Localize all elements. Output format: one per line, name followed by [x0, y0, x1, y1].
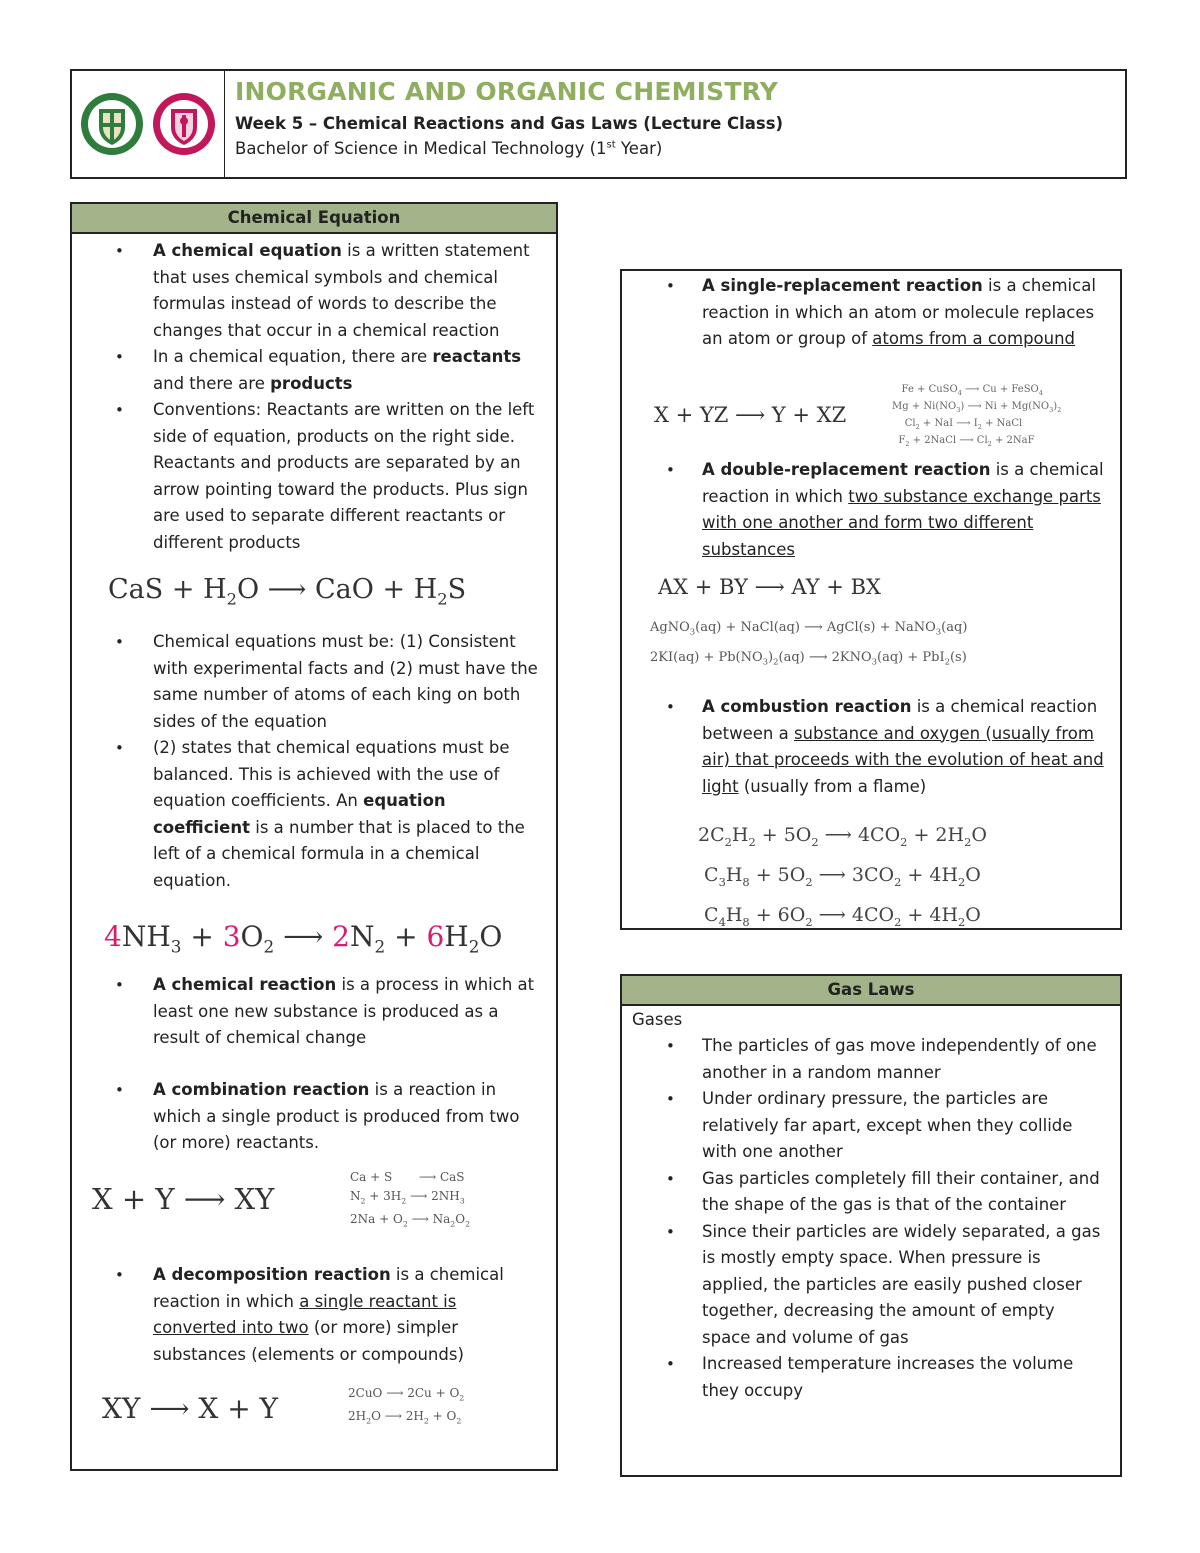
bullet-list-5: [72, 1262, 556, 1368]
program-line: Bachelor of Science in Medical Technology (1st Year): [235, 139, 663, 158]
bullet-equations-must-be: • Chemical equations must be: (1) Consistent with experimental facts and (2) must have the same number of atoms of each king on both sides of the equation: [72, 629, 556, 735]
equation-decomposition-general: XY ⟶ X + Y: [102, 1392, 279, 1425]
bullet-reactants-products: • In a chemical equation, there are reactants and there are products: [72, 344, 556, 397]
equation-combination-general: X + Y ⟶ XY: [92, 1182, 275, 1216]
gas-bullet: • Gas particles completely fill their container, and the shape of the gas is that of the container: [622, 1166, 1120, 1219]
header-text: [225, 71, 783, 177]
school-seal-pink-icon: [151, 91, 217, 157]
equation-single-replacement-general: X + YZ ⟶ Y + XZ: [654, 403, 847, 427]
week-title: Week 5 – Chemical Reactions and Gas Laws (Lecture Class): [235, 114, 784, 133]
bullet-single-replacement: • A single-replacement reaction is a chemical reaction in which an atom or molecule replaces an atom or group of atoms from a compound: [622, 273, 1120, 353]
bullet-list-single-replacement: [622, 273, 1120, 353]
bullet-list-double-replacement: [622, 457, 1120, 563]
bullet-list-3: [72, 972, 556, 1052]
bullet-list-4: [72, 1077, 556, 1157]
combination-examples: Ca + S ⟶ CaS $N_2 + 3H_2$ ⟶ $2NH_3$ $2Na + O_2$ ⟶ $Na_2O_2$: [350, 1170, 471, 1229]
single-replacement-examples: Fe + CuSO$_4$ ⟶ Cu + FeSO$_4$ $Mg + Ni(NO_3)$ ⟶ $Ni + Mg(NO_3)_2$ $Cl_2$ + NaI ⟶ $I_2$ + NaCl $F_2$ + 2NaCl ⟶ $Cl_2 + 2NaF$: [892, 384, 1062, 448]
bullet-conventions: • Conventions: Reactants are written on the left side of equation, products on the right side. Reactants and products are separated by an arrow pointing toward the products. Plus sign are used to separate different reactants or different products: [72, 397, 556, 556]
school-seal-green-icon: [79, 91, 145, 157]
course-title: INORGANIC AND ORGANIC CHEMISTRY: [235, 77, 779, 106]
gas-bullets: [622, 1033, 1120, 1404]
decomposition-examples: 2CuO ⟶ $2Cu + O_2$ $2H_2O$ ⟶ $2H_2 + O_2$: [348, 1386, 465, 1426]
gas-bullet: • Under ordinary pressure, the particles are relatively far apart, except when they collide with one another: [622, 1086, 1120, 1166]
bullet-double-replacement: • A double-replacement reaction is a chemical reaction in which two substance exchange parts with one another and form two different substances: [622, 457, 1120, 563]
chemical-equation-box: [70, 202, 558, 1471]
combustion-examples: $2C_2H_2 + 5O_2$ ⟶ $4CO_2 + 2H_2O$ $C_3H_8 + 5O_2$ ⟶ $3CO_2 + 4H_2O$ $C_4H_8 + 6O_2$ ⟶ $4CO_2 + 4H_2O$: [698, 824, 987, 929]
equation-cas-h2o: CaS + $H_2O$ ⟶ CaO + $H_2S$: [108, 574, 467, 609]
bullet-combination-reaction: • A combination reaction is a reaction in which a single product is produced from two (or more) reactants.: [72, 1077, 556, 1157]
gas-laws-heading: Gas Laws: [622, 976, 1120, 1006]
equation-nh3-o2: $4NH_3 + 3O_2$ ⟶ $2N_2 + 6H_2O$: [104, 920, 503, 957]
equation-double-replacement-general: AX + BY ⟶ AY + BX: [658, 575, 881, 599]
bullet-decomposition-reaction: • A decomposition reaction is a chemical reaction in which a single reactant is converted into two (or more) simpler substances (elements or compounds): [72, 1262, 556, 1368]
bullet-list-combustion: [622, 694, 1120, 800]
gases-subheading: Gases: [632, 1010, 683, 1029]
bullet-balanced: • (2) states that chemical equations must be balanced. This is achieved with the use of equation coefficients. An equation coefficient is a number that is placed to the left of a chemical formula in a chemical equation.: [72, 735, 556, 894]
bullet-combustion: • A combustion reaction is a chemical reaction between a substance and oxygen (usually from air) that proceeds with the evolution of heat and light (usually from a flame): [622, 694, 1120, 800]
bullet-list-2: [72, 629, 556, 894]
header-box: [70, 69, 1127, 179]
logos: [72, 71, 225, 177]
bullet-chemical-equation: • A chemical equation is a written statement that uses chemical symbols and chemical formulas instead of words to describe the changes that occur in a chemical reaction: [72, 238, 556, 344]
bullet-list-1: [72, 238, 556, 556]
chemical-equation-heading: Chemical Equation: [72, 204, 556, 234]
bullet-chemical-reaction: • A chemical reaction is a process in which at least one new substance is produced as a result of chemical change: [72, 972, 556, 1052]
gas-bullet: • Since their particles are widely separated, a gas is mostly empty space. When pressure is applied, the particles are easily pushed closer together, decreasing the amount of empty space and volume of gas: [622, 1219, 1120, 1352]
gas-bullet: • Increased temperature increases the volume they occupy: [622, 1351, 1120, 1404]
gas-laws-box: [620, 974, 1122, 1477]
double-replacement-examples: AgNO$_3$(aq) + NaCl(aq) ⟶ AgCl(s) + NaNO$_3$(aq) $2KI(aq) + Pb(NO_3)_2(aq)$ ⟶ $2KNO_3(aq) + PbI_2(s)$: [650, 620, 968, 667]
gas-bullet: • The particles of gas move independently of one another in a random manner: [622, 1033, 1120, 1086]
reactions-box: [620, 269, 1122, 930]
